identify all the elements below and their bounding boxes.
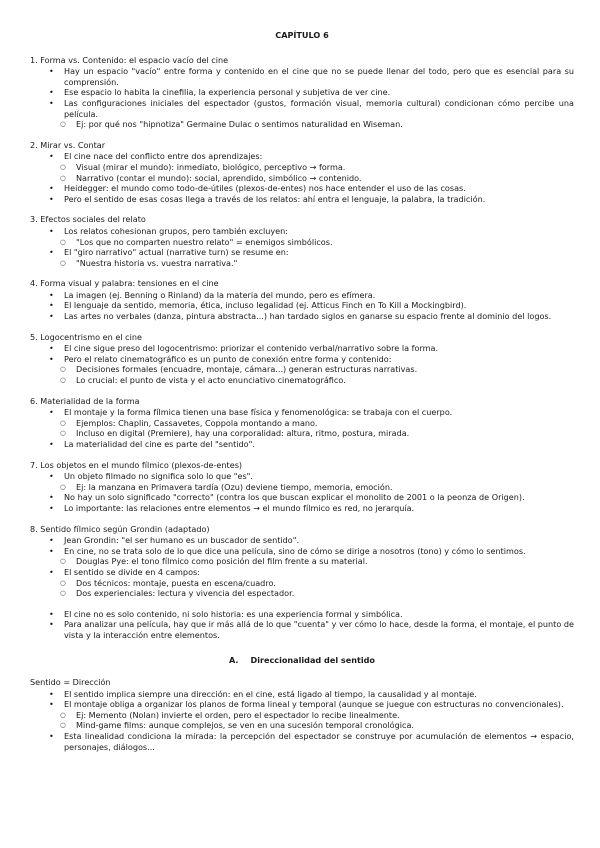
- sub-bullet-item: ○ Ej: Memento (Nolan) invierte el orden, pero el espectador lo recibe linealmente.: [30, 710, 574, 721]
- bullet-text: Las artes no verbales (danza, pintura abstracta...) han tardado siglos en ganarse su espacio frente al dominio del logos.: [64, 311, 552, 322]
- sub-bullet-item: ○ Ejemplos: Chaplin, Cassavetes, Coppola montando a mano.: [30, 418, 574, 429]
- sub-bullet-list: [30, 119, 574, 130]
- bullet-item: [30, 311, 574, 322]
- bullet-list: [30, 151, 574, 204]
- sub-bullet-list: [30, 710, 574, 731]
- bullet-text: Un objeto filmado no significa solo lo que "es".: [64, 471, 253, 482]
- bullet-text: Hay un espacio "vacío" entre forma y contenido en el cine que no se puede llenar del todo, pero que es esencial para su comprensión.: [64, 66, 574, 87]
- sub-bullet-list: [30, 578, 574, 599]
- bullet-item: [30, 439, 574, 450]
- bullet-text: No hay un solo significado "correcto" (contra los que buscan explicar el monolito de 2001 o la peonza de Origen).: [64, 492, 525, 503]
- bullet-list: [30, 535, 574, 640]
- bullet-text: Heidegger: el mundo como todo-de-útiles (plexos-de-entes) nos hace entender el uso de las cosas.: [64, 183, 466, 194]
- sub-bullet-item: ○ Decisiones formales (encuadre, montaje, cámara...) generan estructuras narrativas.: [30, 364, 574, 375]
- bullet-text: Lo importante: las relaciones entre elementos → el mundo fílmico es red, no jerarquía.: [64, 502, 415, 513]
- bullet-item: [30, 151, 574, 183]
- bullet-text: El montaje y la forma fílmica tienen una base física y fenomenológica: se trabaja con el cuerpo.: [64, 407, 453, 418]
- section: [30, 140, 574, 205]
- sub-bullet-item: ○ Ej: por qué nos "hipnotiza" Germaine Dulac o sentimos naturalidad en Wiseman.: [30, 119, 574, 130]
- bullet-text: Ese espacio lo habita la cinefilia, la experiencia personal y subjetiva de ver cine.: [64, 87, 391, 98]
- section-heading: 2. Mirar vs. Contar: [30, 139, 106, 150]
- section-heading: 4. Forma visual y palabra: tensiones en el cine: [30, 278, 219, 289]
- bullet-text: El lenguaje da sentido, memoria, ética, incluso legalidad (ej. Atticus Finch en To Kill a Mockingbird).: [64, 300, 467, 311]
- sub-bullet-list: [30, 162, 574, 183]
- section-heading: 8. Sentido fílmico según Grondin (adaptado): [30, 523, 210, 534]
- bullet-text: Pero el sentido de esas cosas llega a través de los relatos: ahí entra el lenguaje, la palabra, la tradición.: [64, 193, 486, 204]
- bullet-text: Pero el relato cinematográfico es un punto de conexión entre forma y contenido:: [64, 353, 392, 364]
- bullet-item: [30, 183, 574, 194]
- bullet-item: [30, 535, 574, 546]
- bullet-text: Para analizar una película, hay que ir más allá de lo que "cuenta" y ver cómo lo hace, desde la forma, el montaje, el punto de vista y la interacción entre elementos.: [64, 619, 574, 640]
- sub-bullet-list: [30, 482, 574, 493]
- sub-bullet-item: ○ Narrativo (contar el mundo): social, aprendido, simbólico → contenido.: [30, 173, 574, 184]
- sub-bullet-item: ○ "Nuestra historia vs. vuestra narrativa.": [30, 258, 574, 269]
- bullet-item: [30, 87, 574, 98]
- bullet-item: [30, 407, 574, 439]
- section: [30, 524, 574, 641]
- chapter-title: CAPÍTULO 6: [275, 30, 329, 40]
- bullet-text: La materialidad del cine es parte del "sentido".: [64, 439, 255, 449]
- bullet-text: El sentido implica siempre una dirección: en el cine, está ligado al tiempo, la causalidad y al montaje.: [64, 688, 477, 699]
- section: [30, 214, 574, 268]
- bullet-text: El sentido se divide en 4 campos:: [64, 566, 200, 577]
- sub-bullet-item: ○ Dos técnicos: montaje, puesta en escena/cuadro.: [30, 578, 574, 589]
- section-heading: 5. Logocentrismo en el cine: [30, 331, 142, 342]
- bullet-item: [30, 609, 574, 620]
- section: [30, 55, 574, 130]
- bullet-item: [30, 546, 574, 567]
- bullet-text: Esta linealidad condiciona la mirada: la percepción del espectador se construye por acumulación de elementos → espacio, personajes, diálogos...: [64, 731, 574, 752]
- sub-bullet-item: ○ Incluso en digital (Premiere), hay una corporalidad: altura, ritmo, postura, mirada.: [30, 428, 574, 439]
- bullet-item: [30, 503, 574, 514]
- section-heading: 3. Efectos sociales del relato: [30, 214, 146, 225]
- bullet-item: [30, 689, 574, 700]
- bullet-item: [30, 290, 574, 301]
- bullet-item: [30, 66, 574, 87]
- bullet-item: [30, 300, 574, 311]
- section: [30, 460, 574, 514]
- bullet-text: El "giro narrativo" actual (narrative turn) se resume en:: [64, 247, 289, 258]
- bullet-list: [30, 471, 574, 513]
- bullet-text: El cine nace del conflicto entre dos aprendizajes:: [64, 151, 263, 162]
- bullet-item: [30, 471, 574, 492]
- subsection-number: A.: [229, 654, 239, 665]
- sub-bullet-item: ○ "Los que no comparten nuestro relato" = enemigos simbólicos.: [30, 237, 574, 248]
- subsection-title: Direccionalidad del sentido: [250, 654, 375, 665]
- sub-bullet-list: [30, 258, 574, 269]
- sections-container: [30, 55, 574, 641]
- bullet-item: [30, 731, 574, 752]
- bullet-list: [30, 290, 574, 322]
- section-heading: 7. Los objetos en el mundo fílmico (plexos-de-entes): [30, 459, 243, 470]
- bullet-item: [30, 343, 574, 354]
- bullet-text: Jean Grondin: "el ser humano es un buscador de sentido".: [64, 535, 300, 546]
- sub-bullet-item: ○ Visual (mirar el mundo): inmediato, biológico, perceptivo → forma.: [30, 162, 574, 173]
- bullet-text: El montaje obliga a organizar los planos de forma lineal y temporal (aunque se juegue con estructuras no convencionales).: [64, 699, 564, 710]
- bullet-item: [30, 567, 574, 599]
- section-heading: 6. Materialidad de la forma: [30, 395, 140, 406]
- bullet-list: [30, 66, 574, 130]
- section: [30, 332, 574, 386]
- bullet-item: [30, 492, 574, 503]
- bullet-text: Los relatos cohesionan grupos, pero también excluyen:: [64, 225, 288, 236]
- bullet-text: El cine sigue preso del logocentrismo: priorizar el contenido verbal/narrativo sobre la forma.: [64, 343, 439, 354]
- sub-bullet-list: [30, 237, 574, 248]
- sub-bullet-list: [30, 364, 574, 385]
- bullet-list: [30, 226, 574, 268]
- sub-bullet-item: ○ Douglas Pye: el tono fílmico como posición del film frente a su material.: [30, 556, 574, 567]
- sub-bullet-item: ○ Dos experienciales: lectura y vivencia del espectador.: [30, 588, 574, 599]
- bullet-list: [30, 343, 574, 385]
- sub-bullet-item: ○ Lo crucial: el punto de vista y el acto enunciativo cinematográfico.: [30, 375, 574, 386]
- bullet-text: Las configuraciones iniciales del espectador (gustos, formación visual, memoria cultural) condicionan cómo percibe una película.: [64, 97, 574, 119]
- section-heading: Sentido = Dirección: [30, 677, 111, 688]
- final-section: [30, 677, 574, 752]
- section: [30, 677, 574, 752]
- subsection-heading: [30, 655, 574, 666]
- bullet-list: [30, 407, 574, 449]
- section: [30, 396, 574, 450]
- bullet-text: El cine no es solo contenido, ni solo historia: es una experiencia formal y simbólica.: [64, 608, 403, 619]
- bullet-list: [30, 689, 574, 753]
- sub-bullet-item: ○ Mind-game films: aunque complejos, se ven en una sucesión temporal cronológica.: [30, 720, 574, 731]
- bullet-text: En cine, no se trata solo de lo que dice una película, sino de cómo se dirige a nosotros (tono) y cómo lo sentimos.: [64, 545, 526, 556]
- sub-bullet-list: [30, 556, 574, 567]
- sub-bullet-item: ○ Ej: la manzana en Primavera tardía (Ozu) deviene tiempo, memoria, emoción.: [30, 482, 574, 493]
- bullet-item: [30, 194, 574, 205]
- bullet-item: [30, 699, 574, 731]
- bullet-item: [30, 619, 574, 640]
- list-spacer: [30, 599, 574, 609]
- section-heading: 1. Forma vs. Contenido: el espacio vacío del cine: [30, 54, 229, 65]
- bullet-text: La imagen (ej. Benning o Rinland) da la materia del mundo, pero es efímera.: [64, 289, 376, 300]
- sub-bullet-list: [30, 418, 574, 439]
- bullet-item: [30, 354, 574, 386]
- bullet-item: [30, 226, 574, 247]
- section: [30, 278, 574, 321]
- bullet-item: [30, 98, 574, 130]
- bullet-item: [30, 247, 574, 268]
